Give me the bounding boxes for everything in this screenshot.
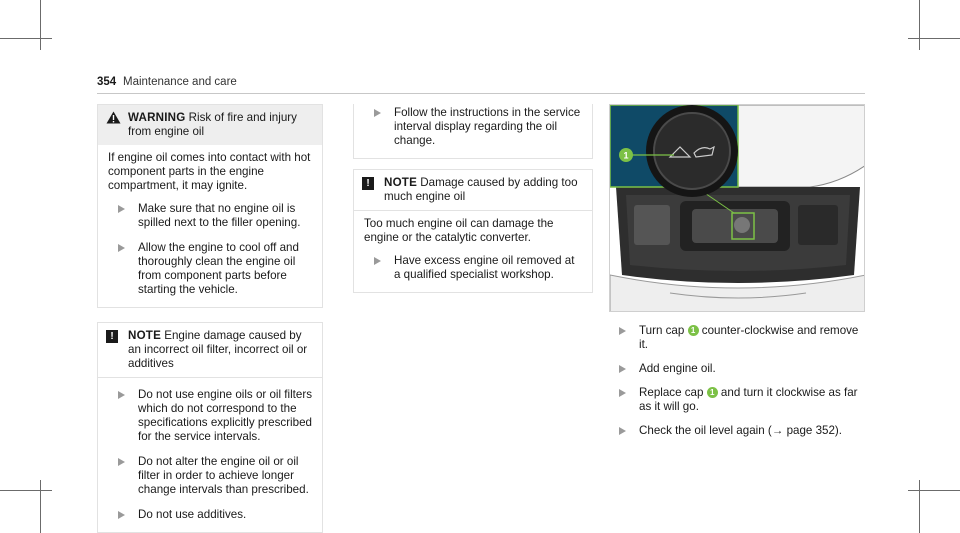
- left-column: [97, 104, 323, 533]
- callout-marker-icon: 1: [707, 387, 718, 398]
- step-arrow-icon: [619, 365, 626, 373]
- oil-change-step: [364, 106, 582, 148]
- note-header: [98, 323, 322, 378]
- step-text: Make sure that no engine oil is spilled next to the filler opening.: [138, 202, 301, 229]
- step-arrow-icon: [619, 389, 626, 397]
- step-text: Do not use engine oils or oil filters which do not correspond to the specifications explicitly prescribed for the service intervals.: [138, 388, 312, 443]
- engine-drawing-icon: [610, 105, 865, 312]
- warning-title: Risk of fire and injury from engine oil: [128, 111, 297, 138]
- step-text: Follow the instructions in the service interval display regarding the oil change.: [394, 106, 581, 147]
- step-arrow-icon: [619, 427, 626, 435]
- page-header: [97, 76, 865, 94]
- step-text: Do not alter the engine oil or oil filter in order to achieve longer change intervals than prescribed.: [138, 455, 309, 496]
- note-body: [98, 378, 322, 532]
- note-label: NOTE: [128, 329, 162, 342]
- warning-box: [97, 104, 323, 308]
- note-icon: !: [362, 176, 374, 190]
- right-steps: [609, 324, 865, 448]
- step-arrow-icon: [118, 458, 125, 466]
- note-title: Engine damage caused by an incorrect oil filter, incorrect oil or additives: [128, 329, 308, 370]
- page-number: 354: [97, 76, 117, 88]
- crop-mark: [919, 0, 920, 50]
- crop-mark: [908, 490, 960, 491]
- step-text: Have excess engine oil removed at a qualified specialist workshop.: [394, 254, 575, 281]
- right-step: [609, 362, 865, 376]
- step-arrow-icon: [374, 257, 381, 265]
- note-box-filter: [97, 322, 323, 533]
- step-arrow-icon: [118, 205, 125, 213]
- crop-mark: [919, 480, 920, 533]
- step-arrow-icon: [619, 327, 626, 335]
- middle-column: [353, 104, 593, 293]
- step-text-post: and turn it clockwise as far as it will go.: [639, 386, 858, 413]
- note-header: [354, 170, 592, 211]
- warning-text: If engine oil comes into contact with hot component parts in the engine compartment, it may ignite.: [108, 151, 311, 192]
- oil-change-step-box: [353, 104, 593, 159]
- note-step: [108, 455, 312, 497]
- step-text-pre: Check the oil level again (→ page 352).: [639, 424, 843, 437]
- step-text-pre: Replace cap: [639, 386, 704, 399]
- callout-number: 1: [623, 150, 629, 161]
- right-step: [609, 324, 865, 352]
- note-step: [108, 388, 312, 444]
- crop-mark: [40, 480, 41, 533]
- crop-mark: [908, 38, 960, 39]
- note-text: Too much engine oil can damage the engine or the catalytic converter.: [364, 217, 554, 244]
- step-text-post: counter-clockwise and remove it.: [639, 324, 859, 351]
- oil-change-body: [354, 104, 592, 158]
- step-text-pre: Turn cap: [639, 324, 685, 337]
- engine-compartment-illustration: [609, 104, 865, 312]
- note-label: NOTE: [384, 176, 418, 189]
- note-body: [354, 211, 592, 292]
- step-arrow-icon: [118, 244, 125, 252]
- step-arrow-icon: [118, 391, 125, 399]
- right-step: [609, 386, 865, 414]
- callout-marker-icon: 1: [688, 325, 699, 336]
- warning-label: WARNING: [128, 111, 186, 124]
- note-step: [364, 254, 582, 282]
- note-title: Damage caused by adding too much engine oil: [384, 176, 578, 203]
- note-step: [108, 508, 312, 522]
- warning-header: [98, 105, 322, 145]
- step-text-pre: Add engine oil.: [639, 362, 716, 375]
- right-step: [609, 424, 865, 438]
- warning-step: [108, 202, 312, 230]
- step-arrow-icon: [374, 109, 381, 117]
- crop-mark: [0, 490, 52, 491]
- crop-mark: [40, 0, 41, 50]
- step-arrow-icon: [118, 511, 125, 519]
- crop-mark: [0, 38, 52, 39]
- warning-triangle-icon: [106, 111, 121, 128]
- note-icon: !: [106, 329, 118, 343]
- section-title: Maintenance and care: [123, 76, 237, 88]
- warning-body: [98, 145, 322, 307]
- step-text: Do not use additives.: [138, 508, 247, 521]
- warning-step: [108, 241, 312, 297]
- step-text: Allow the engine to cool off and thoroughly clean the engine oil from component parts before starting the vehicle.: [138, 241, 299, 296]
- note-box-overfill: [353, 169, 593, 293]
